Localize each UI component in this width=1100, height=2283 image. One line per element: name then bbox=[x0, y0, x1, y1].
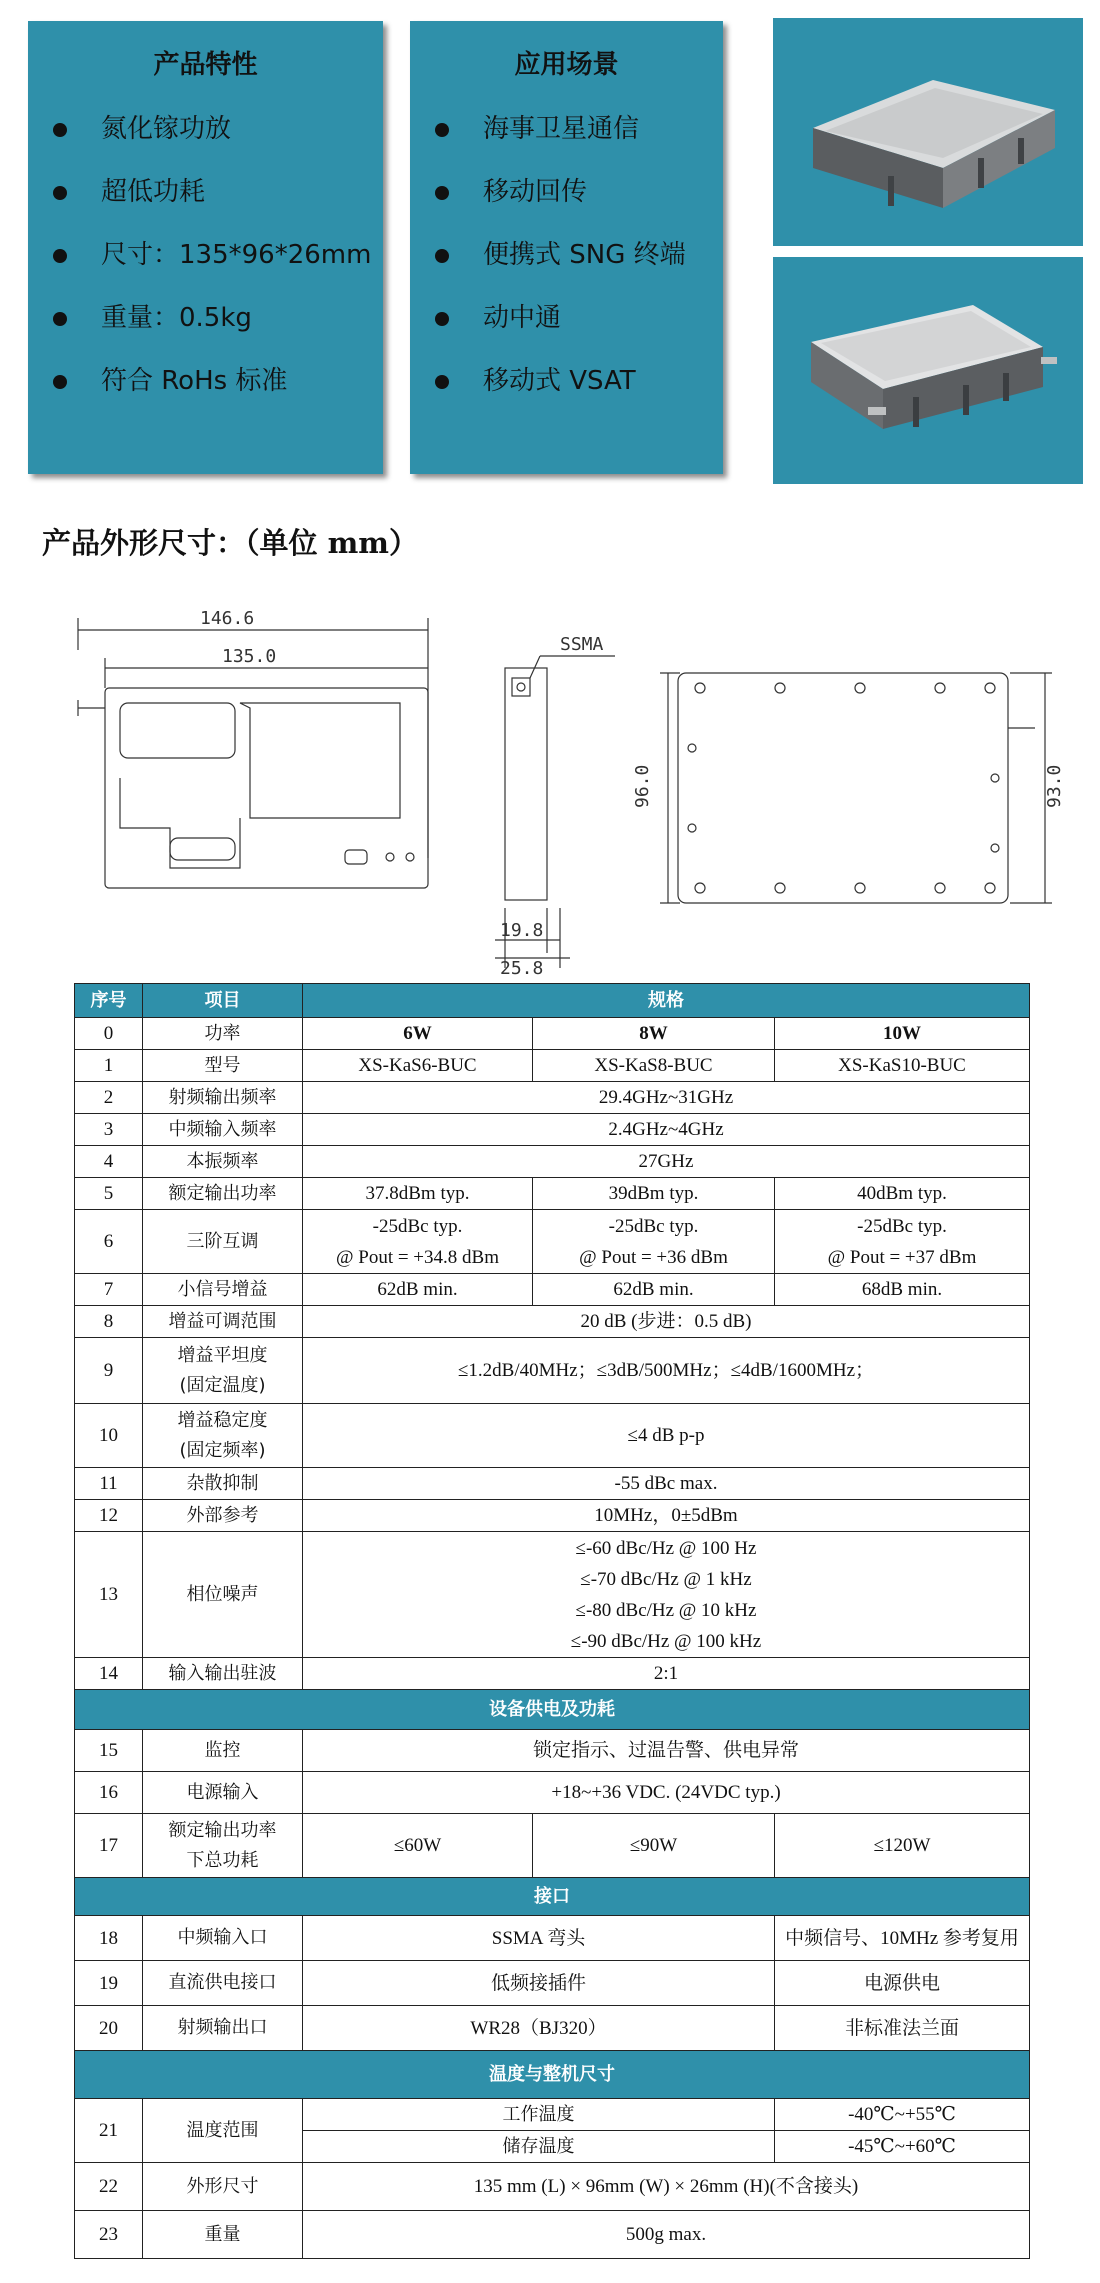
section-header-power: 设备供电及功耗 bbox=[75, 1690, 1030, 1730]
list-item: 海事卫星通信 bbox=[410, 98, 723, 161]
table-row: 20 射频输出口 WR28（BJ320） 非标准法兰面 bbox=[75, 2006, 1030, 2051]
dim-overall-label: 146.6 bbox=[200, 608, 255, 629]
table-row: 15 监控 锁定指示、过温告警、供电异常 bbox=[75, 1730, 1030, 1772]
dim-body-label: 135.0 bbox=[222, 646, 277, 667]
table-row: 13 相位噪声 ≤-60 dBc/Hz @ 100 Hz ≤-70 dBc/Hz @ 1 kHz ≤-80 dBc/Hz @ 10 kHz ≤-90 dBc/Hz @ 100 kHz bbox=[75, 1532, 1030, 1658]
connector-label: SSMA bbox=[560, 634, 604, 655]
product-photo-bottom bbox=[773, 257, 1083, 484]
table-row: 4 本振频率 27GHz bbox=[75, 1146, 1030, 1178]
features-title: 产品特性 bbox=[153, 50, 258, 80]
table-header bbox=[75, 984, 1030, 1018]
applications-title: 应用场景 bbox=[514, 50, 619, 80]
bullet-icon bbox=[53, 312, 67, 326]
table-row: 3 中频输入频率 2.4GHz~4GHz bbox=[75, 1114, 1030, 1146]
table-row: 17 额定输出功率 下总功耗 ≤60W ≤90W ≤120W bbox=[75, 1814, 1030, 1878]
spec-table bbox=[74, 983, 1030, 2259]
dim-depth-1-label: 19.8 bbox=[500, 920, 544, 941]
table-row: 18 中频输入口 SSMA 弯头 中频信号、10MHz 参考复用 bbox=[75, 1916, 1030, 1961]
product-render-image bbox=[773, 257, 1083, 484]
table-row: 10 增益稳定度 (固定频率) ≤4 dB p-p bbox=[75, 1404, 1030, 1468]
top-view bbox=[632, 673, 1065, 903]
list-item: 动中通 bbox=[410, 287, 723, 350]
list-item: 超低功耗 bbox=[28, 161, 383, 224]
front-view bbox=[78, 608, 428, 888]
bullet-icon bbox=[53, 186, 67, 200]
table-row: 0 功率 6W 8W 10W bbox=[75, 1018, 1030, 1050]
bullet-icon bbox=[53, 249, 67, 263]
dim-depth-2-label: 25.8 bbox=[500, 958, 544, 979]
table-row: 储存温度 -45℃~+60℃ bbox=[75, 2131, 1030, 2163]
product-photo-top bbox=[773, 18, 1083, 246]
dimensions-title: 产品外形尺寸：（单位 mm） bbox=[42, 526, 418, 560]
table-row: 19 直流供电接口 低频接插件 电源供电 bbox=[75, 1961, 1030, 2006]
table-row: 11 杂散抑制 -55 dBc max. bbox=[75, 1468, 1030, 1500]
table-row: 21 温度范围 工作温度 -40℃~+55℃ bbox=[75, 2099, 1030, 2131]
applications-list bbox=[410, 98, 723, 413]
header-no: 序号 bbox=[75, 984, 143, 1018]
section-header-interface: 接口 bbox=[75, 1878, 1030, 1916]
header-item: 项目 bbox=[143, 984, 303, 1018]
bullet-icon bbox=[435, 312, 449, 326]
list-item: 便携式 SNG 终端 bbox=[410, 224, 723, 287]
list-item: 尺寸：135*96*26mm bbox=[28, 224, 383, 287]
table-row: 1 型号 XS-KaS6-BUC XS-KaS8-BUC XS-KaS10-BUC bbox=[75, 1050, 1030, 1082]
table-row: 7 小信号增益 62dB min. 62dB min. 68dB min. bbox=[75, 1274, 1030, 1306]
table-row: 23 重量 500g max. bbox=[75, 2211, 1030, 2259]
list-item: 移动回传 bbox=[410, 161, 723, 224]
table-row: 5 额定输出功率 37.8dBm typ. 39dBm typ. 40dBm typ. bbox=[75, 1178, 1030, 1210]
product-render-image bbox=[773, 18, 1083, 246]
bullet-icon bbox=[53, 123, 67, 137]
bullet-icon bbox=[435, 249, 449, 263]
bullet-icon bbox=[435, 375, 449, 389]
side-view bbox=[495, 634, 615, 979]
table-row: 6 三阶互调 -25dBc typ. @ Pout = +34.8 dBm -25dBc typ. @ Pout = +36 dBm -25dBc typ. @ Pout = +37 dBm bbox=[75, 1210, 1030, 1274]
table-row: 9 增益平坦度 (固定温度) ≤1.2dB/40MHz；≤3dB/500MHz；≤4dB/1600MHz； bbox=[75, 1338, 1030, 1404]
header-spec: 规格 bbox=[303, 984, 1030, 1018]
bullet-icon bbox=[53, 375, 67, 389]
table-row: 14 输入输出驻波 2:1 bbox=[75, 1658, 1030, 1690]
dim-height-body-label: 96.0 bbox=[632, 764, 653, 808]
table-row: 12 外部参考 10MHz，0±5dBm bbox=[75, 1500, 1030, 1532]
dimension-drawing bbox=[60, 578, 1065, 979]
dim-height-overall-label: 93.0 bbox=[1044, 764, 1065, 808]
table-row: 16 电源输入 +18~+36 VDC. (24VDC typ.) bbox=[75, 1772, 1030, 1814]
table-row: 2 射频输出频率 29.4GHz~31GHz bbox=[75, 1082, 1030, 1114]
list-item: 符合 RoHs 标准 bbox=[28, 350, 383, 413]
applications-card bbox=[410, 21, 723, 474]
list-item: 氮化镓功放 bbox=[28, 98, 383, 161]
features-card bbox=[28, 21, 383, 474]
list-item: 重量：0.5kg bbox=[28, 287, 383, 350]
table-row: 8 增益可调范围 20 dB (步进：0.5 dB) bbox=[75, 1306, 1030, 1338]
features-list bbox=[28, 98, 383, 413]
section-header-temperature: 温度与整机尺寸 bbox=[75, 2051, 1030, 2099]
list-item: 移动式 VSAT bbox=[410, 350, 723, 413]
bullet-icon bbox=[435, 123, 449, 137]
bullet-icon bbox=[435, 186, 449, 200]
table-row: 22 外形尺寸 135 mm (L) × 96mm (W) × 26mm (H)(不含接头) bbox=[75, 2163, 1030, 2211]
